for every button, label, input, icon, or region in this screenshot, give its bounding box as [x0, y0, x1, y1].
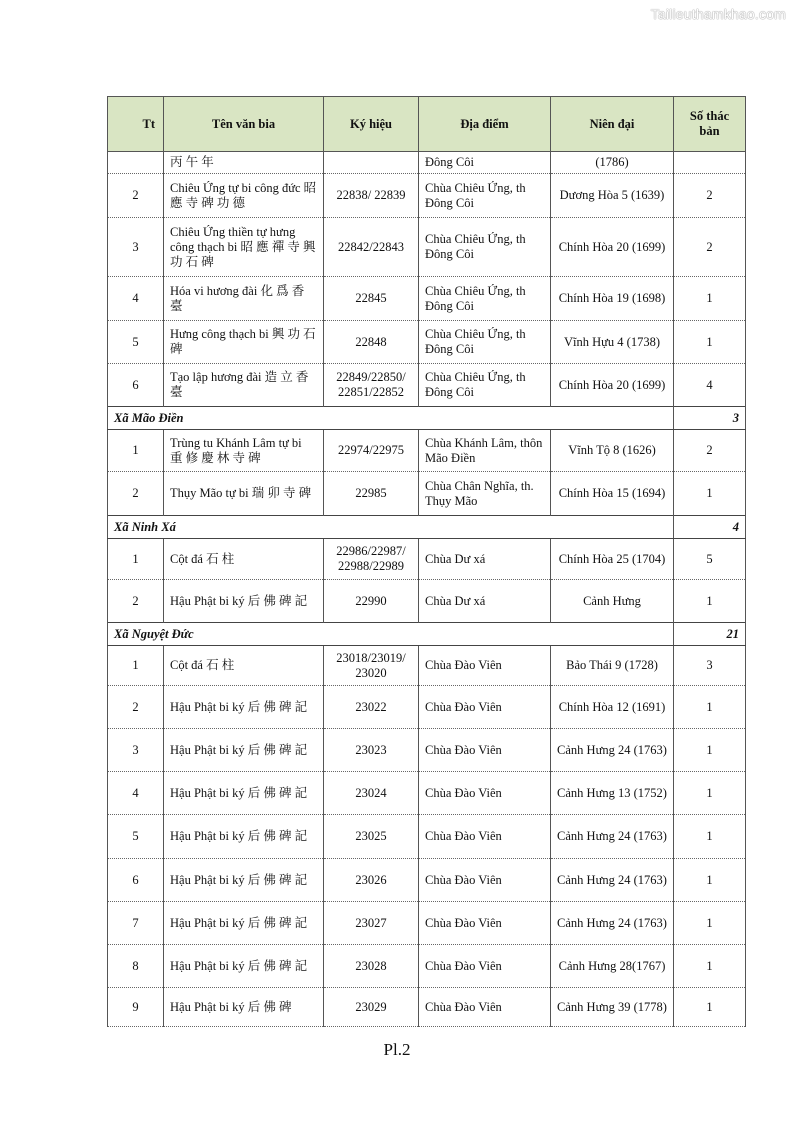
cell-tt [108, 152, 164, 174]
cell-code: 22838/ 22839 [324, 174, 419, 218]
cell-count: 1 [674, 902, 746, 945]
cell-name: Hậu Phật bi ký 后 佛 碑 記 [164, 686, 324, 729]
cell-tt: 1 [108, 646, 164, 686]
cell-place: Chùa Đào Viên [419, 945, 551, 988]
cell-count: 2 [674, 174, 746, 218]
cell-date: Cảnh Hưng 24 (1763) [551, 729, 674, 772]
table-row [108, 277, 746, 321]
table-row [108, 815, 746, 859]
cell-count: 1 [674, 472, 746, 516]
cell-code: 22974/22975 [324, 430, 419, 472]
cell-count: 1 [674, 277, 746, 321]
cell-date: Vĩnh Hựu 4 (1738) [551, 321, 674, 364]
cell-tt: 6 [108, 364, 164, 407]
cell-date: Cảnh Hưng 24 (1763) [551, 859, 674, 902]
cell-count: 1 [674, 859, 746, 902]
cell-count: 1 [674, 945, 746, 988]
cell-name: Thụy Mão tự bi 瑞 卯 寺 碑 [164, 472, 324, 516]
cell-date: (1786) [551, 152, 674, 174]
cell-date: Cảnh Hưng 39 (1778) [551, 988, 674, 1027]
cell-place: Chùa Chiêu Ứng, th Đông Côi [419, 364, 551, 407]
cell-place: Chùa Đào Viên [419, 988, 551, 1027]
table-row [108, 772, 746, 815]
cell-name: Chiêu Ứng thiền tự hưng công thạch bi 昭 應 禪 寺 興 功 石 碑 [164, 218, 324, 277]
cell-count: 5 [674, 539, 746, 580]
cell-tt: 2 [108, 472, 164, 516]
cell-code: 23028 [324, 945, 419, 988]
cell-date: Cảnh Hưng 24 (1763) [551, 902, 674, 945]
cell-code: 23022 [324, 686, 419, 729]
cell-tt: 4 [108, 277, 164, 321]
cell-count: 1 [674, 321, 746, 364]
header-tt: Tt [108, 97, 164, 152]
cell-tt: 2 [108, 174, 164, 218]
watermark: Tailieuthamkhao.com [650, 6, 786, 22]
table-row [108, 945, 746, 988]
header-code: Ký hiệu [324, 97, 419, 152]
cell-count: 1 [674, 988, 746, 1027]
cell-date: Dương Hòa 5 (1639) [551, 174, 674, 218]
cell-tt: 7 [108, 902, 164, 945]
cell-name: Hậu Phật bi ký 后 佛 碑 記 [164, 902, 324, 945]
section-label: Xã Ninh Xá [108, 516, 674, 539]
cell-name: Cột đá 石 柱 [164, 646, 324, 686]
inscription-table [107, 96, 746, 1027]
cell-count: 1 [674, 815, 746, 859]
cell-count: 2 [674, 218, 746, 277]
table-row [108, 539, 746, 580]
section-label: Xã Nguyệt Đức [108, 623, 674, 646]
cell-date: Chính Hòa 19 (1698) [551, 277, 674, 321]
cell-name: Trùng tu Khánh Lâm tự bi 重 修 慶 林 寺 碑 [164, 430, 324, 472]
cell-name: Hậu Phật bi ký 后 佛 碑 記 [164, 815, 324, 859]
cell-date: Chính Hòa 20 (1699) [551, 218, 674, 277]
cell-name: Hậu Phật bi ký 后 佛 碑 記 [164, 859, 324, 902]
cell-name: Hưng công thạch bi 興 功 石 碑 [164, 321, 324, 364]
cell-count: 1 [674, 580, 746, 623]
cell-place: Chùa Chiêu Ứng, th Đông Côi [419, 174, 551, 218]
table-row [108, 988, 746, 1027]
cell-name: Cột đá 石 柱 [164, 539, 324, 580]
cell-count: 1 [674, 686, 746, 729]
header-name: Tên văn bia [164, 97, 324, 152]
cell-place: Chùa Dư xá [419, 539, 551, 580]
cell-count: 4 [674, 364, 746, 407]
cell-code: 22848 [324, 321, 419, 364]
cell-date: Chính Hòa 20 (1699) [551, 364, 674, 407]
section-count: 4 [674, 516, 746, 539]
cell-date: Chính Hòa 15 (1694) [551, 472, 674, 516]
section-row [108, 407, 746, 430]
section-label: Xã Mão Điền [108, 407, 674, 430]
section-row [108, 623, 746, 646]
cell-tt: 3 [108, 218, 164, 277]
cell-tt: 1 [108, 430, 164, 472]
cell-code: 23023 [324, 729, 419, 772]
cell-date: Cảnh Hưng 13 (1752) [551, 772, 674, 815]
cell-place: Chùa Đào Viên [419, 815, 551, 859]
cell-code [324, 152, 419, 174]
cell-name: Hậu Phật bi ký 后 佛 碑 記 [164, 729, 324, 772]
cell-code: 23024 [324, 772, 419, 815]
cell-place: Chùa Khánh Lâm, thôn Mão Điền [419, 430, 551, 472]
cell-count: 3 [674, 646, 746, 686]
cell-code: 22986/22987/ 22988/22989 [324, 539, 419, 580]
cell-place: Chùa Dư xá [419, 580, 551, 623]
cell-code: 23029 [324, 988, 419, 1027]
cell-name: Hậu Phật bi ký 后 佛 碑 [164, 988, 324, 1027]
cell-place: Chùa Chiêu Ứng, th Đông Côi [419, 321, 551, 364]
section-row [108, 516, 746, 539]
table-row [108, 646, 746, 686]
cell-code: 22985 [324, 472, 419, 516]
cell-code: 23025 [324, 815, 419, 859]
cell-date: Cảnh Hưng [551, 580, 674, 623]
cell-tt: 2 [108, 686, 164, 729]
cell-tt: 8 [108, 945, 164, 988]
cell-tt: 5 [108, 321, 164, 364]
cell-code: 22845 [324, 277, 419, 321]
table-row [108, 729, 746, 772]
cell-code: 22990 [324, 580, 419, 623]
cell-name: Hóa vi hương đài 化 爲 香 臺 [164, 277, 324, 321]
cell-place: Chùa Đào Viên [419, 859, 551, 902]
cell-date: Bảo Thái 9 (1728) [551, 646, 674, 686]
table-row [108, 218, 746, 277]
cell-name: Hậu Phật bi ký 后 佛 碑 記 [164, 580, 324, 623]
table-row [108, 686, 746, 729]
table-row [108, 174, 746, 218]
cell-count: 1 [674, 729, 746, 772]
cell-place: Chùa Đào Viên [419, 772, 551, 815]
cell-date: Chính Hòa 25 (1704) [551, 539, 674, 580]
header-place: Địa điểm [419, 97, 551, 152]
cell-tt: 9 [108, 988, 164, 1027]
cell-code: 23026 [324, 859, 419, 902]
cell-tt: 2 [108, 580, 164, 623]
cell-name: 丙 午 年 [164, 152, 324, 174]
cell-name: Hậu Phật bi ký 后 佛 碑 記 [164, 772, 324, 815]
cell-code: 23018/23019/ 23020 [324, 646, 419, 686]
cell-date: Cảnh Hưng 24 (1763) [551, 815, 674, 859]
cell-place: Chùa Chiêu Ứng, th Đông Côi [419, 218, 551, 277]
cell-code: 22849/22850/ 22851/22852 [324, 364, 419, 407]
table-row [108, 580, 746, 623]
section-count: 3 [674, 407, 746, 430]
cell-place: Chùa Đào Viên [419, 686, 551, 729]
cell-code: 23027 [324, 902, 419, 945]
cell-tt: 3 [108, 729, 164, 772]
cell-place: Chùa Chiêu Ứng, th Đông Côi [419, 277, 551, 321]
cell-date: Vĩnh Tộ 8 (1626) [551, 430, 674, 472]
cell-name: Chiêu Ứng tự bi công đức 昭 應 寺 碑 功 德 [164, 174, 324, 218]
header-date: Niên đại [551, 97, 674, 152]
page-number: Pl.2 [383, 1040, 411, 1059]
cell-count [674, 152, 746, 174]
cell-name: Tạo lập hương đài 造 立 香 臺 [164, 364, 324, 407]
table-header [108, 97, 746, 152]
table-row [108, 902, 746, 945]
cell-tt: 5 [108, 815, 164, 859]
table-row [108, 859, 746, 902]
cell-tt: 4 [108, 772, 164, 815]
cell-place: Chùa Đào Viên [419, 902, 551, 945]
cell-tt: 6 [108, 859, 164, 902]
cell-date: Cảnh Hưng 28(1767) [551, 945, 674, 988]
cell-date: Chính Hòa 12 (1691) [551, 686, 674, 729]
cell-place: Chùa Đào Viên [419, 729, 551, 772]
cell-name: Hậu Phật bi ký 后 佛 碑 記 [164, 945, 324, 988]
cell-place: Chùa Đào Viên [419, 646, 551, 686]
cell-count: 2 [674, 430, 746, 472]
header-count: Số thác bản [674, 97, 746, 152]
cell-code: 22842/22843 [324, 218, 419, 277]
table-row [108, 472, 746, 516]
cell-count: 1 [674, 772, 746, 815]
cell-place: Chùa Chân Nghĩa, th. Thụy Mão [419, 472, 551, 516]
cell-tt: 1 [108, 539, 164, 580]
cell-place: Đông Côi [419, 152, 551, 174]
table-row [108, 152, 746, 174]
table-row [108, 364, 746, 407]
table-row [108, 321, 746, 364]
section-count: 21 [674, 623, 746, 646]
table-row [108, 430, 746, 472]
